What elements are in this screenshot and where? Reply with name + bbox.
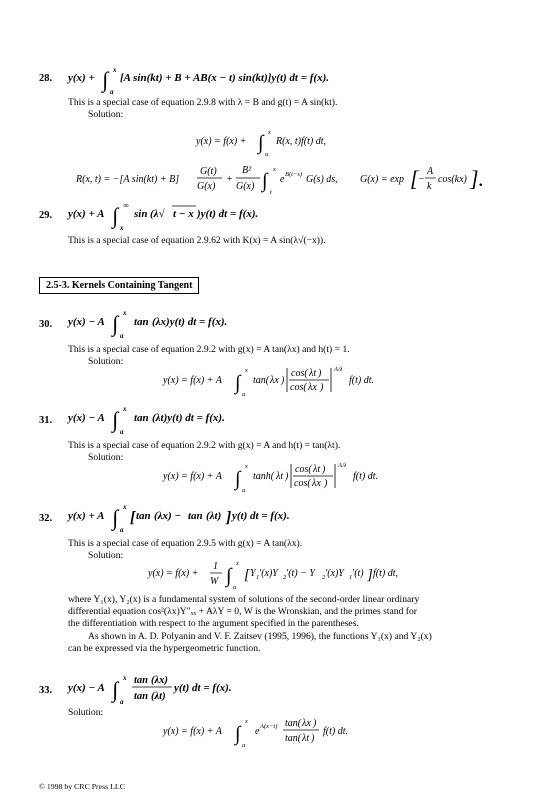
svg-text:(λt): (λt) (206, 510, 222, 522)
svg-text:a: a (120, 698, 124, 706)
svg-text:]: ] (226, 509, 232, 526)
svg-text:cos(: cos( (294, 478, 311, 489)
svg-text:tan(: tan( (253, 375, 270, 386)
svg-text:(λx)y(t) dt = f(x).: (λx)y(t) dt = f(x). (152, 316, 228, 328)
svg-text:a: a (265, 151, 269, 158)
solution-formula (163, 362, 403, 405)
svg-text:): ) (318, 368, 322, 379)
svg-text:x: x (123, 674, 127, 682)
section-heading: 2.5-3. Kernels Containing Tangent (39, 277, 199, 294)
svg-text:f(t) dt.: f(t) dt. (323, 726, 348, 737)
svg-text:y(x) = f(x) +: y(x) = f(x) + (196, 136, 247, 147)
svg-text:x: x (123, 309, 127, 317)
svg-text:λx: λx (302, 718, 311, 729)
equation-28-statement-render (68, 64, 398, 98)
svg-text:∫: ∫ (112, 311, 119, 336)
equation-29-statement-render (68, 199, 368, 233)
svg-text:[: [ (130, 509, 136, 526)
svg-text:a: a (242, 742, 246, 749)
svg-text:f(t) dt,: f(t) dt, (373, 568, 398, 579)
svg-text:∫: ∫ (112, 677, 119, 702)
copyright-footer: © 1998 by CRC Press LLC (39, 782, 125, 791)
explanation-line: differential equation cos²(λx)Y″ₓₓ + AλY = 0, W is the Wronskian, and the primes stand for (68, 606, 417, 617)
svg-text:t: t (270, 189, 272, 196)
equation-statement (68, 64, 398, 101)
svg-text:λx: λx (312, 478, 321, 489)
svg-text:): ) (311, 733, 315, 744)
svg-text:λt: λt (313, 464, 321, 475)
svg-text:∫: ∫ (235, 723, 241, 745)
equation-number: 31. (39, 415, 53, 426)
svg-text:∫: ∫ (226, 565, 232, 587)
svg-text:x: x (273, 166, 276, 173)
svg-text:): ) (324, 478, 328, 489)
svg-text:∫: ∫ (102, 67, 109, 92)
equation-note: This is a special case of equation 2.9.2 with g(x) = A tan(λx) and h(t) = 1. (68, 344, 350, 355)
equation-33-statement-render (68, 670, 308, 710)
svg-text:tan: tan (134, 691, 149, 702)
svg-text:(λ√: (λ√ (150, 208, 165, 220)
svg-text:+: + (226, 174, 233, 185)
svg-text:tan(: tan( (285, 718, 302, 729)
svg-text:tan: tan (136, 510, 151, 522)
formula-28-2-render (76, 160, 485, 200)
svg-text:f(t) dt.: f(t) dt. (353, 471, 378, 482)
svg-text:B(t−s): B(t−s) (285, 171, 303, 178)
svg-text:e: e (255, 726, 260, 737)
svg-text:x: x (123, 503, 127, 511)
svg-text:2: 2 (322, 574, 326, 581)
svg-text:λt: λt (302, 733, 310, 744)
equation-number: 33. (39, 685, 53, 696)
explanation-line: where Y₁(x), Y₂(x) is a fundamental system of solutions of the second-order linear ordinary (68, 594, 420, 605)
svg-text:y(x) + A: y(x) + A (68, 510, 105, 522)
svg-text:B²: B² (242, 165, 252, 176)
svg-text:1: 1 (349, 574, 353, 581)
formula-28-1-render (196, 126, 356, 158)
svg-text:a: a (120, 332, 124, 340)
formula-32-render (148, 555, 418, 595)
svg-text:[A sin(kt) + B + AB(x − t) sin: [A sin(kt) + B + AB(x − t) sin(kt)]y(t) dt = f(x). (120, 72, 329, 84)
svg-text:f(t) dt.: f(t) dt. (349, 375, 374, 386)
svg-text:′(t) − Y: ′(t) − Y (286, 568, 315, 579)
svg-text:x: x (245, 718, 248, 725)
svg-text:y(x) = f(x) + A: y(x) = f(x) + A (163, 375, 222, 386)
equation-note: This is a special case of equation 2.9.8 with λ = B and g(t) = A sin(kt). (68, 97, 338, 108)
svg-text:a: a (120, 428, 124, 436)
equation-note: This is a special case of equation 2.9.5 with g(x) = A tan(λx). (68, 538, 303, 549)
svg-text:λx: λx (308, 382, 317, 393)
equation-statement (68, 307, 328, 344)
svg-text:R(x, t)f(t) dt,: R(x, t)f(t) dt, (276, 136, 326, 147)
svg-text:a: a (120, 526, 124, 534)
svg-text:y(t) dt = f(x).: y(t) dt = f(x). (232, 510, 290, 522)
svg-text:Y: Y (250, 568, 256, 579)
svg-text:y(t) dt = f(x).: y(t) dt = f(x). (174, 682, 232, 694)
solution-formula (163, 458, 408, 501)
equation-statement (68, 501, 368, 538)
formula-31-render (163, 458, 408, 498)
svg-text:tan: tan (188, 510, 203, 522)
svg-text:x: x (123, 405, 127, 413)
svg-text:a: a (242, 487, 246, 494)
svg-text:cos(kx): cos(kx) (438, 174, 467, 185)
svg-text:y(x) − A: y(x) − A (68, 682, 105, 694)
svg-text:[: [ (244, 567, 250, 583)
svg-text:tan: tan (134, 412, 149, 424)
solution-label: Solution: (88, 550, 124, 561)
svg-text:].: ]. (470, 166, 485, 191)
svg-text:2: 2 (283, 574, 287, 581)
svg-text:G(s) ds,: G(s) ds, (306, 174, 338, 185)
svg-text:): ) (322, 464, 326, 475)
svg-text:x: x (245, 367, 248, 374)
equation-note: This is a special case of equation 2.9.62 with K(x) = A sin(λ√(−x)). (68, 235, 326, 246)
svg-text:): ) (281, 375, 285, 386)
svg-text:G(x): G(x) (197, 181, 216, 192)
svg-text:x: x (268, 129, 271, 136)
svg-text:): ) (320, 382, 324, 393)
svg-text:[: [ (410, 166, 419, 191)
equation-32-statement-render (68, 501, 368, 535)
svg-text:1: 1 (213, 561, 218, 572)
svg-text:R(x, t) = −[A sin(kt) + B]: R(x, t) = −[A sin(kt) + B] (76, 174, 180, 185)
svg-text:∞: ∞ (123, 201, 129, 210)
svg-text:t − x: t − x (173, 208, 194, 220)
svg-text:A(x−t): A(x−t) (260, 723, 278, 730)
svg-text:y(x) = f(x) +: y(x) = f(x) + (148, 568, 199, 579)
svg-text:y(x) − A: y(x) − A (68, 316, 105, 328)
svg-text:tan(: tan( (285, 733, 302, 744)
svg-text:∫: ∫ (235, 468, 241, 490)
svg-text:G(x) = exp: G(x) = exp (360, 174, 404, 185)
svg-text:A/λ: A/λ (334, 366, 343, 373)
svg-text:e: e (280, 174, 285, 185)
svg-text:y(x) = f(x) + A: y(x) = f(x) + A (163, 471, 222, 482)
reference-line: As shown in A. D. Polyanin and V. F. Zaitsev (1995, 1996), the functions Y₁(x) and Y₂(x) (88, 631, 432, 642)
svg-text:λt: λt (309, 368, 317, 379)
svg-text:x: x (245, 463, 248, 470)
solution-label: Solution: (68, 707, 104, 718)
svg-text:x: x (120, 224, 124, 232)
svg-text:∫: ∫ (258, 132, 264, 154)
svg-text:G(t): G(t) (200, 166, 217, 177)
svg-text:k: k (427, 181, 432, 192)
svg-text:(λt)y(t) dt = f(x).: (λt)y(t) dt = f(x). (152, 412, 225, 424)
solution-label: Solution: (88, 109, 124, 120)
svg-text:′(x)Y: ′(x)Y (325, 568, 344, 579)
formula-33-render (163, 712, 393, 754)
svg-text:′(x)Y: ′(x)Y (259, 568, 278, 579)
svg-text:): ) (285, 471, 289, 482)
equation-30-statement-render (68, 307, 328, 341)
svg-text:y(x) = f(x) + A: y(x) = f(x) + A (163, 726, 222, 737)
svg-text:cos(: cos( (295, 464, 312, 475)
solution-label: Solution: (88, 452, 124, 463)
formula-30-render (163, 362, 403, 402)
svg-text:a: a (233, 584, 237, 591)
svg-text:(λx) −: (λx) − (154, 510, 182, 522)
svg-text:−: − (418, 174, 425, 185)
svg-text:∫: ∫ (235, 372, 241, 394)
svg-text:1: 1 (256, 574, 260, 581)
svg-text:∫: ∫ (112, 505, 119, 530)
solution-label: Solution: (88, 356, 124, 367)
svg-text:G(x): G(x) (236, 181, 255, 192)
svg-text:∫: ∫ (112, 407, 119, 432)
svg-text:tan: tan (134, 316, 149, 328)
svg-text:y(x) − A: y(x) − A (68, 412, 105, 424)
svg-text:λt: λt (276, 471, 284, 482)
svg-text:(λx): (λx) (151, 675, 168, 686)
svg-text:tan: tan (134, 675, 149, 686)
equation-number: 32. (39, 513, 53, 524)
solution-formula (196, 126, 356, 161)
svg-text:A/λ: A/λ (338, 462, 347, 469)
svg-text:sin: sin (134, 208, 148, 220)
equation-number: 30. (39, 319, 53, 330)
solution-formula (76, 160, 485, 203)
equation-number: 29. (39, 210, 53, 221)
solution-formula (148, 555, 418, 598)
svg-text:A: A (427, 166, 434, 177)
equation-number: 28. (39, 73, 53, 84)
svg-text:W: W (210, 576, 219, 587)
svg-text:tanh(: tanh( (253, 471, 275, 482)
svg-text:a: a (110, 88, 114, 96)
svg-text:y(x) + A: y(x) + A (68, 208, 105, 220)
equation-statement (68, 403, 328, 440)
svg-text:λx: λx (270, 375, 279, 386)
svg-text:x: x (113, 66, 117, 74)
svg-text:cos(: cos( (290, 382, 307, 393)
equation-note: This is a special case of equation 2.9.2 with g(x) = A and h(t) = tan(λt). (68, 440, 341, 451)
svg-text:∫: ∫ (112, 203, 119, 228)
svg-text:]: ] (367, 567, 373, 583)
equation-statement (68, 199, 368, 236)
equation-31-statement-render (68, 403, 328, 437)
equation-statement (68, 670, 308, 713)
svg-text:a: a (242, 391, 246, 398)
svg-text:)y(t) dt = f(x).: )y(t) dt = f(x). (197, 208, 259, 220)
svg-text:x: x (236, 560, 239, 567)
svg-text:′(t): ′(t) (352, 568, 364, 579)
svg-text:): ) (313, 718, 317, 729)
svg-text:y(x) +: y(x) + (68, 72, 95, 84)
explanation-line: the differentiation with respect to the argument specified in the parentheses. (68, 618, 359, 629)
svg-text:∫: ∫ (262, 170, 268, 192)
solution-formula (163, 712, 393, 757)
svg-text:(λt): (λt) (151, 691, 166, 702)
svg-text:cos(: cos( (291, 368, 308, 379)
reference-line: can be expressed via the hypergeometric function. (68, 643, 261, 654)
